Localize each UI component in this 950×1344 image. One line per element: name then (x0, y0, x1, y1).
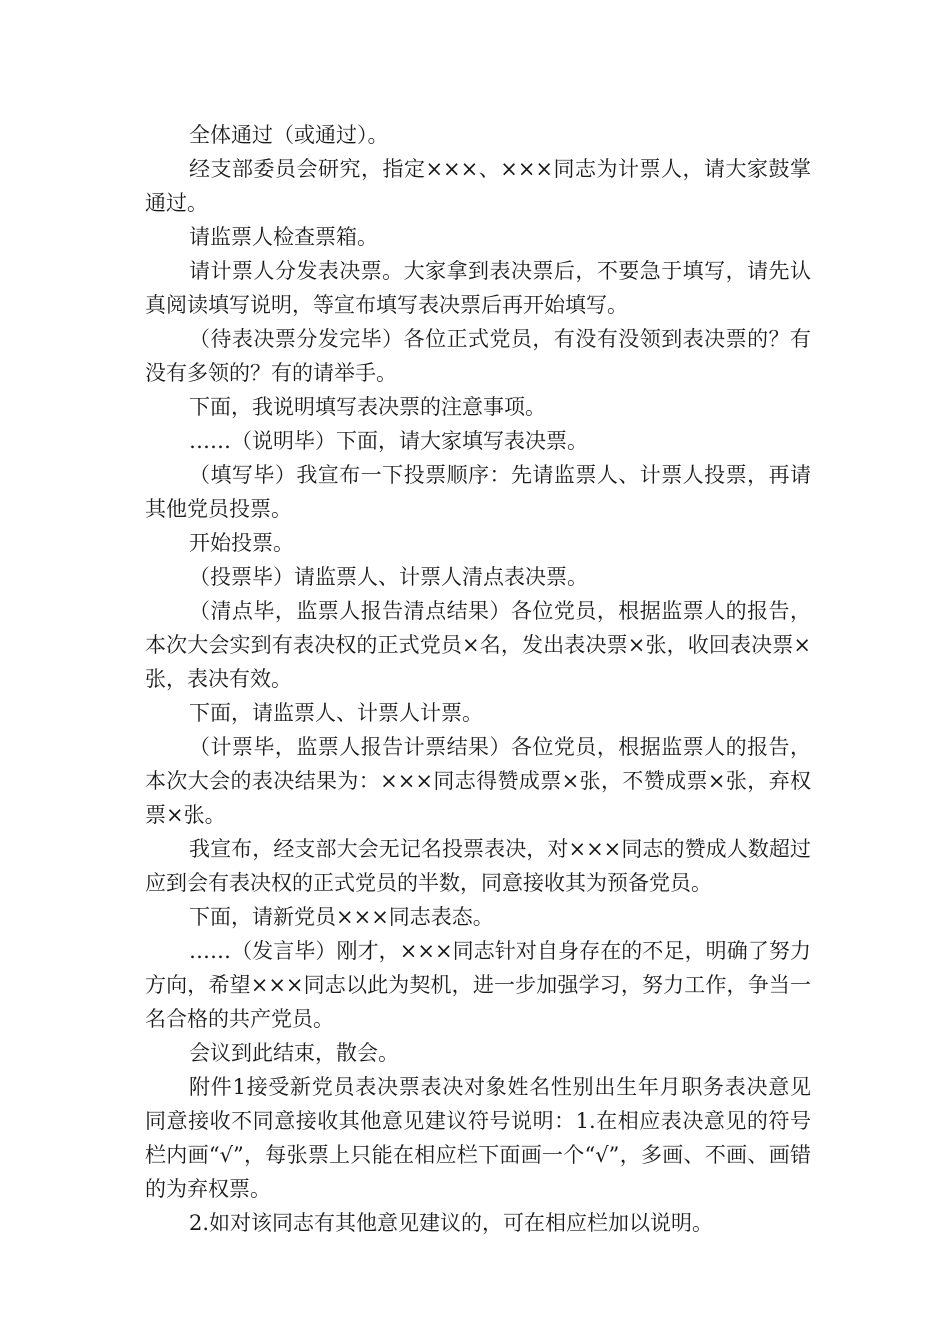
paragraph: 附件1接受新党员表决票表决对象姓名性别出生年月职务表决意见同意接收不同意接收其他意见建议符号说明：1.在相应表决意见的符号栏内画“√”，每张票上只能在相应栏下面画一个“√”，多画、不画、画错的为弃权票。 (145, 1075, 811, 1201)
paragraph: （清点毕，监票人报告清点结果）各位党员，根据监票人的报告，本次大会实到有表决权的正式党员×名，发出表决票×张，收回表决票×张，表决有效。 (145, 599, 811, 691)
paragraph: 下面，请监票人、计票人计票。 (189, 701, 483, 725)
paragraph: 全体通过（或通过）。 (189, 123, 389, 147)
paragraph: 2.如对该同志有其他意见建议的，可在相应栏加以说明。 (189, 1211, 714, 1235)
paragraph: （投票毕）请监票人、计票人清点表决票。 (189, 565, 588, 589)
paragraph: （填写毕）我宣布一下投票顺序：先请监票人、计票人投票，再请其他党员投票。 (145, 463, 811, 521)
paragraph: 请监票人检查票箱。 (189, 225, 378, 249)
paragraph: （待表决票分发完毕）各位正式党员，有没有没领到表决票的？有没有多领的？有的请举手。 (145, 327, 811, 385)
paragraph: 我宣布，经支部大会无记名投票表决，对×××同志的赞成人数超过应到会有表决权的正式党员的半数，同意接收其为预备党员。 (145, 837, 811, 895)
paragraph: 下面，我说明填写表决票的注意事项。 (189, 395, 546, 419)
paragraph: （计票毕，监票人报告计票结果）各位党员，根据监票人的报告，本次大会的表决结果为：×××同志得赞成票×张，不赞成票×张，弃权票×张。 (145, 735, 811, 827)
paragraph: ……（发言毕）刚才，×××同志针对自身存在的不足，明确了努力方向，希望×××同志以此为契机，进一步加强学习，努力工作，争当一名合格的共产党员。 (145, 939, 811, 1031)
document-body (145, 118, 811, 1240)
paragraph: ……（说明毕）下面，请大家填写表决票。 (189, 429, 588, 453)
paragraph: 会议到此结束，散会。 (189, 1041, 399, 1065)
paragraph: 请计票人分发表决票。大家拿到表决票后，不要急于填写，请先认真阅读填写说明，等宣布填写表决票后再开始填写。 (145, 259, 811, 317)
paragraph: 经支部委员会研究，指定×××、×××同志为计票人，请大家鼓掌通过。 (145, 157, 811, 215)
paragraph: 开始投票。 (189, 531, 294, 555)
paragraph: 下面，请新党员×××同志表态。 (189, 905, 494, 929)
